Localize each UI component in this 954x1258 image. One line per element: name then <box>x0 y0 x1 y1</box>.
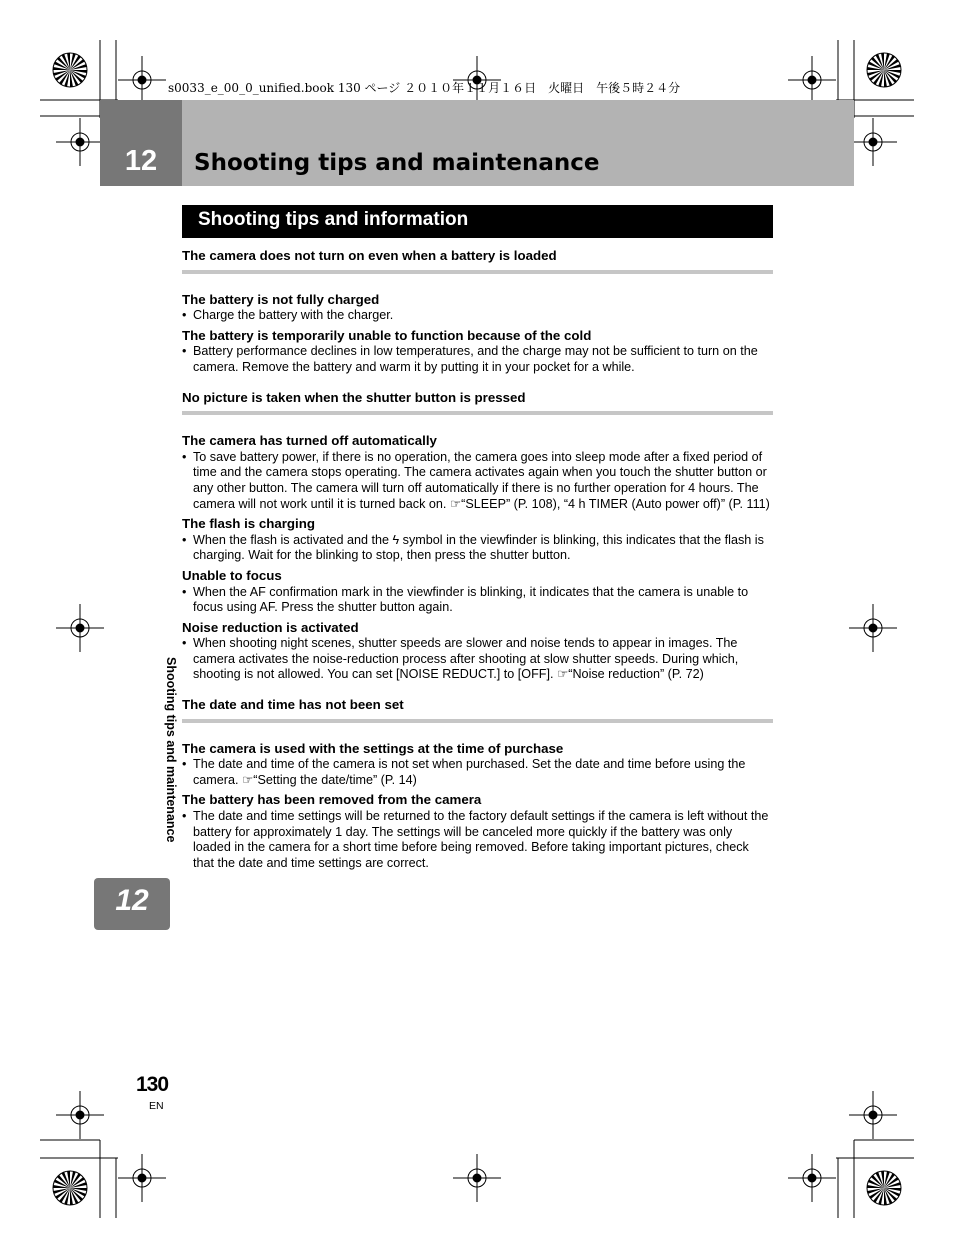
registration-starburst <box>867 1171 901 1205</box>
cause-title: Unable to focus <box>182 567 282 583</box>
cause-title: The battery is not fully charged <box>182 291 380 307</box>
side-chapter-label: Shooting tips and maintenance <box>164 657 178 843</box>
problem-divider <box>182 411 773 415</box>
bullet-text: • When the flash is activated and the ϟ symbol in the viewfinder is blinking, this indicates that the flash is charging. Wait for the blinking to stop, then press the shutter button. <box>182 533 773 564</box>
page-language: EN <box>149 1100 164 1112</box>
problem-title: The date and time has not been set <box>182 697 404 713</box>
cause-title: Noise reduction is activated <box>182 619 359 635</box>
cause-title: The battery is temporarily unable to function because of the cold <box>182 327 592 343</box>
bullet-text: • When the AF confirmation mark in the viewfinder is blinking, it indicates that the camera is unable to focus using AF. Press the shutter button again. <box>182 585 773 616</box>
registration-starburst <box>53 1171 87 1205</box>
bullet-text: • When shooting night scenes, shutter speeds are slower and noise tends to appear in images. The camera activates the noise-reduction process after shooting at slow shutter speeds. During which, shooting is not allowed. You can set [NOISE REDUCT.] to [OFF]. ☞“Noise reduction” (P. 72) <box>182 636 773 683</box>
problem-divider <box>182 270 773 274</box>
cause-title: The battery has been removed from the camera <box>182 792 482 808</box>
page-number: 130 <box>136 1073 169 1096</box>
troubleshooting-content <box>182 248 773 871</box>
bullet-text: • To save battery power, if there is no operation, the camera goes into sleep mode after a fixed period of time and the camera stops operating. The camera activates again when you touch the shutter button or any other button. The camera will turn off automatically if there is no further operation for 4 hours. The camera will not work until it is turned back on. ☞“SLEEP” (P. 108), “4 h TIMER (Auto power off)” (P. 111) <box>182 450 773 512</box>
section-title: Shooting tips and information <box>198 209 469 230</box>
side-tab-number: 12 <box>115 884 149 917</box>
cause-title: The camera has turned off automatically <box>182 433 437 449</box>
bullet-text: • The date and time of the camera is not set when purchased. Set the date and time before using the camera. ☞“Setting the date/time” (P. 14) <box>182 757 773 788</box>
chapter-number: 12 <box>124 145 158 177</box>
bullet-text: • The date and time settings will be returned to the factory default settings if the camera is left without the battery for approximately 1 day. The settings will be canceled more quickly if the battery was only loaded in the camera for a short time before being removed. Before taking important pictures, check that the date and time settings are correct. <box>182 809 773 871</box>
bullet-text: • Charge the battery with the charger. <box>182 308 773 324</box>
registration-starburst <box>53 53 87 87</box>
problem-title: The camera does not turn on even when a battery is loaded <box>182 248 557 263</box>
registration-starburst <box>867 53 901 87</box>
print-header: s0033_e_00_0_unified.book 130 ページ ２０１０年１１月１６日 火曜日 午後５時２４分 <box>168 81 681 95</box>
bullet-text: • Battery performance declines in low temperatures, and the charge may not be sufficient to turn on the camera. Remove the battery and warm it by putting it in your pocket for a while. <box>182 344 773 375</box>
chapter-title: Shooting tips and maintenance <box>194 150 600 176</box>
problem-title: No picture is taken when the shutter button is pressed <box>182 389 526 405</box>
cause-title: The camera is used with the settings at the time of purchase <box>182 740 564 756</box>
cause-title: The flash is charging <box>182 516 315 532</box>
problem-divider <box>182 719 773 723</box>
